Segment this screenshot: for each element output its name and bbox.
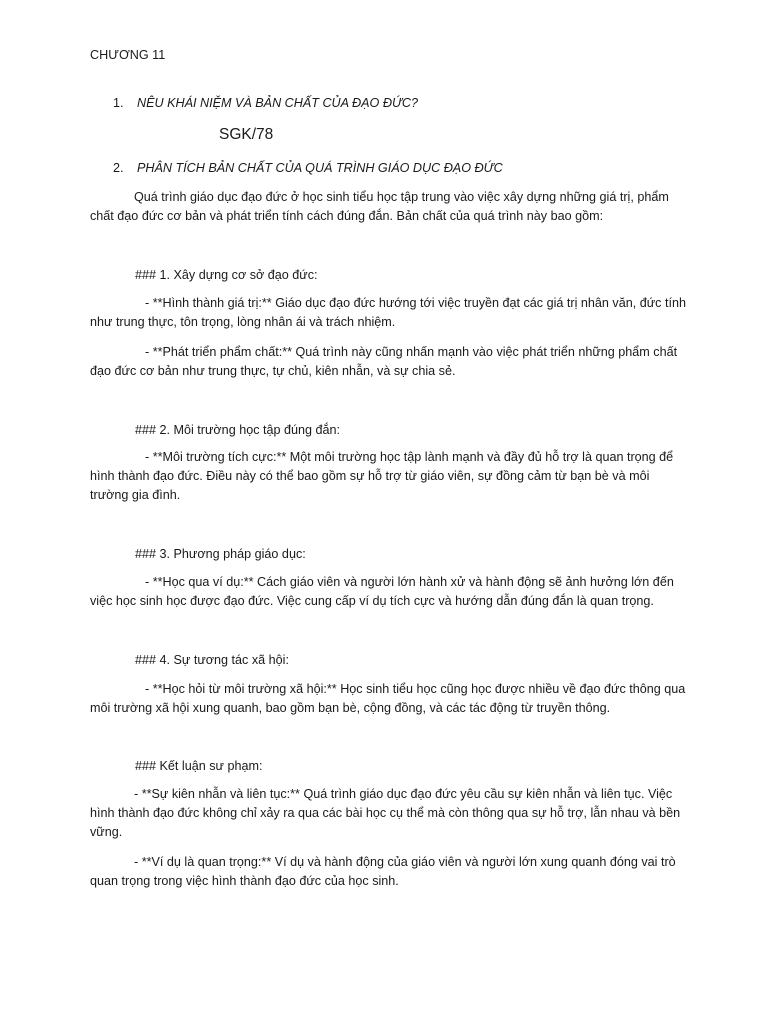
- section-2-bullet-1-text: - **Môi trường tích cực:** Một môi trường học tập lành mạnh và đầy đủ hỗ trợ là quan trọng để hình thành đạo đức. Điều này có thể bao gồm sự hỗ trợ từ giáo viên, sự đồng cảm từ bạn bè và môi trường gia đình.: [90, 450, 674, 502]
- section-1-bullet-1-text: - **Hình thành giá trị:** Giáo dục đạo đức hướng tới việc truyền đạt các giá trị nhân văn, đức tính như trung thực, tôn trọng, lòng nhân ái và trách nhiệm.: [90, 296, 686, 329]
- section-1-bullet-2-text: - **Phát triển phẩm chất:** Quá trình này cũng nhấn mạnh vào việc phát triển những phẩm chất đạo đức cơ bản như trung thực, tự chủ, kiên nhẫn, và sự chia sẻ.: [90, 345, 678, 378]
- intro-paragraph: Quá trình giáo dục đạo đức ở học sinh tiểu học tập trung vào việc xây dựng những giá trị, phẩm chất đạo đức cơ bản và phát triển tính cách đúng đắn. Bản chất của quá trình này bao gồm:: [90, 190, 669, 223]
- section-1-heading: ### 1. Xây dựng cơ sở đạo đức:: [135, 268, 318, 282]
- conclusion-bullet-1: [90, 785, 686, 842]
- conclusion-heading: ### Kết luận sư phạm:: [135, 759, 263, 773]
- question-1: [113, 94, 418, 113]
- section-4-heading: ### 4. Sự tương tác xã hội:: [135, 653, 289, 667]
- question-2-text: PHÂN TÍCH BẢN CHẤT CỦA QUÁ TRÌNH GIÁO DỤC ĐẠO ĐỨC: [137, 161, 503, 175]
- conclusion-bullet-1-text: - **Sự kiên nhẫn và liên tục:** Quá trình giáo dục đạo đức yêu cầu sự kiên nhẫn và liên tục. Việc hình thành đạo đức không chỉ xảy ra qua các bài học cụ thể mà còn thông qua sự hỗ trợ, lẫn nhau và bền vững.: [90, 787, 681, 839]
- section-2-heading: ### 2. Môi trường học tập đúng đắn:: [135, 423, 341, 437]
- section-1-bullet-1: [90, 294, 686, 332]
- textbook-reference: SGK/78: [219, 126, 274, 143]
- question-2-number: 2.: [113, 161, 124, 175]
- conclusion-bullet-2-text: - **Ví dụ là quan trọng:** Ví dụ và hành động của giáo viên và người lớn xung quanh đóng vai trò quan trọng trong việc hình thành đạo đức của học sinh.: [90, 855, 676, 888]
- section-4-bullet-1-text: - **Học hỏi từ môi trường xã hội:** Học sinh tiểu học cũng học được nhiều về đạo đức thông qua môi trường xã hội xung quanh, bao gồm bạn bè, cộng đồng, và các tác động từ truyền thông.: [90, 682, 686, 715]
- section-2-bullet-1: [90, 448, 686, 505]
- question-1-number: 1.: [113, 96, 124, 110]
- section-4-bullet-1: [90, 680, 686, 718]
- conclusion-bullet-2: [90, 853, 686, 891]
- section-1-bullet-2: [90, 343, 686, 381]
- section-3-heading: ### 3. Phương pháp giáo dục:: [135, 547, 306, 561]
- section-3-bullet-1-text: - **Học qua ví dụ:** Cách giáo viên và người lớn hành xử và hành động sẽ ảnh hưởng lớn đến việc học sinh học được đạo đức. Việc cung cấp ví dụ tích cực và hướng dẫn đúng đắn là quan trọng.: [90, 575, 674, 608]
- section-3-bullet-1: [90, 573, 686, 611]
- question-1-text: NÊU KHÁI NIỆM VÀ BẢN CHẤT CỦA ĐẠO ĐỨC?: [137, 96, 419, 110]
- question-2: [113, 159, 503, 178]
- chapter-title: CHƯƠNG 11: [90, 48, 166, 62]
